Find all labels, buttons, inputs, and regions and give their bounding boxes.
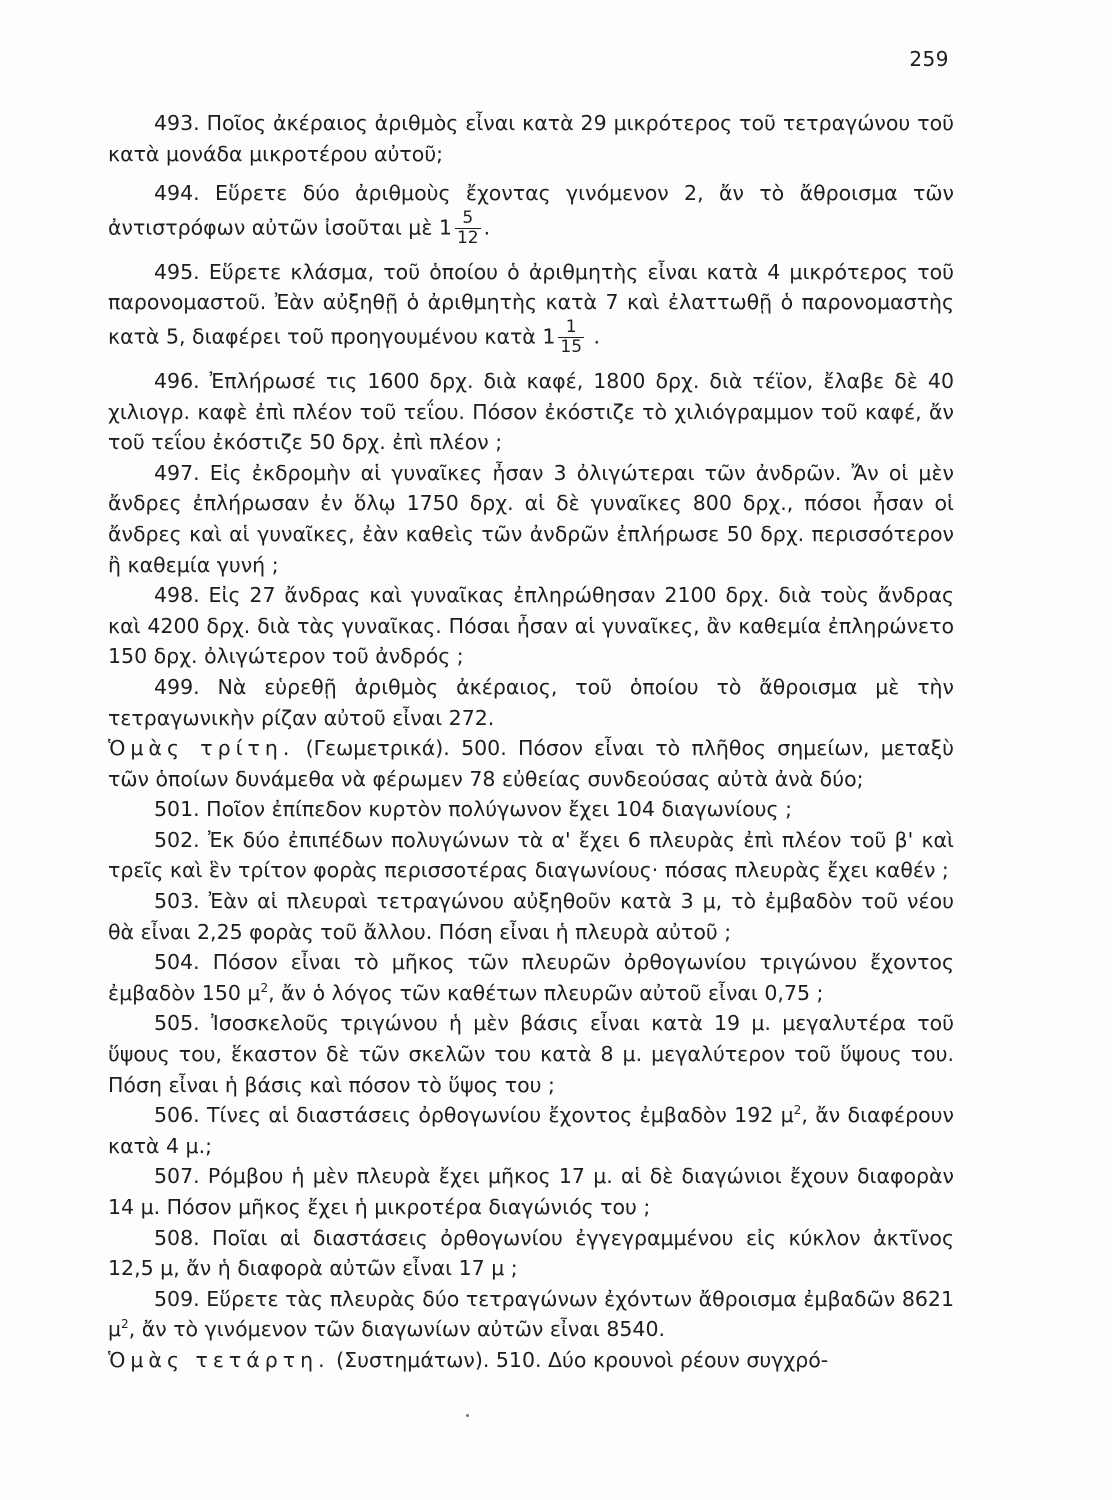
section-heading-group-3: Ὁμὰς τρίτη.	[108, 736, 295, 761]
scan-speck	[466, 1414, 469, 1417]
fraction-denominator: 15	[560, 336, 583, 357]
problem-506-tail: , ἄν διαφέρουν κατὰ 4 μ.;	[108, 1103, 954, 1158]
problem-text-block	[108, 108, 954, 1376]
superscript-squared: 2	[793, 1103, 802, 1118]
superscript-squared: 2	[260, 981, 269, 996]
problem-504-tail: , ἄν ὁ λόγος τῶν καθέτων πλευρῶν αὐτοῦ εἶναι 0,75 ;	[268, 980, 824, 1005]
problem-501-text: 501. Ποῖον ἐπίπεδον κυρτὸν πολύγωνον ἔχει 104 διαγωνίους ;	[154, 797, 792, 822]
problem-499	[108, 672, 954, 733]
fraction-numerator: 5	[462, 207, 474, 228]
problem-503	[108, 886, 954, 947]
problem-507	[108, 1161, 954, 1222]
problem-495	[108, 257, 954, 357]
problem-510-text: (Συστημάτων). 510. Δύο κρουνοὶ ρέουν συγχρό-	[336, 1347, 829, 1372]
problem-493	[108, 108, 954, 169]
problem-504	[108, 947, 954, 1008]
problem-500-text: (Γεωμετρικά). 500. Πόσον εἶναι τὸ πλῆθος σημείων, μεταξὺ τῶν ὁποίων δυνάμεθα νὰ φέρωμεν 78 εὐθείας συνδεούσας αὐτὰ ἀνὰ δύο;	[108, 736, 954, 791]
problem-497-text: 497. Εἰς ἐκδρομὴν αἱ γυναῖκες ἦσαν 3 ὀλιγώτεραι τῶν ἀνδρῶν. Ἄν οἱ μὲν ἄνδρες ἐπλήρωσαν ἐν ὅλῳ 1750 δρχ. αἱ δὲ γυναῖκες 800 δρχ., πόσοι ἦσαν οἱ ἄνδρες καὶ αἱ γυναῖκες, ἐὰν καθεὶς τῶν ἀνδρῶν ἐπλήρωσε 50 δρχ. περισσότερον ἢ καθεμία γυνή ;	[108, 460, 954, 577]
problem-502	[108, 825, 954, 886]
problem-500	[108, 733, 954, 794]
problem-493-text: 493. Ποῖος ἀκέραιος ἀριθμὸς εἶναι κατὰ 29 μικρότερος τοῦ τετραγώνου τοῦ κατὰ μονάδα μικροτέρου αὐτοῦ;	[108, 111, 954, 166]
problem-498-text: 498. Εἰς 27 ἄνδρας καὶ γυναῖκας ἐπληρώθησαν 2100 δρχ. διὰ τοὺς ἄνδρας καὶ 4200 δρχ. διὰ τὰς γυναῖκας. Πόσαι ἦσαν αἱ γυναῖκες, ἂν καθεμία ἐπληρώνετο 150 δρχ. ὀλιγώτερον τοῦ ἀνδρός ;	[108, 583, 954, 669]
problem-510	[108, 1345, 954, 1376]
problem-494-end: .	[483, 215, 491, 240]
problem-494	[108, 178, 954, 248]
problem-509	[108, 1284, 954, 1345]
fraction-denominator: 12	[456, 227, 479, 248]
problem-509-text: 509. Εὕρετε τὰς πλευρὰς δύο τετραγώνων ἐχόντων ἄθροισμα ἐμβαδῶν 8621 μ	[108, 1286, 954, 1342]
problem-501	[108, 794, 954, 825]
problem-509-tail: , ἄν τὸ γινόμενον τῶν διαγωνίων αὐτῶν εἶναι 8540.	[128, 1317, 666, 1342]
problem-495-end: .	[587, 324, 601, 349]
problem-506-text: 506. Τίνες αἱ διαστάσεις ὀρθογωνίου ἔχοντος ἐμβαδὸν 192 μ	[154, 1103, 794, 1128]
page-number: 259	[909, 47, 949, 71]
problem-494-text: 494. Εὕρετε δύο ἀριθμοὺς ἔχοντας γινόμενον 2, ἄν τὸ ἄθροισμα τῶν ἀντιστρόφων αὐτῶν ἰσοῦται μὲ 1	[108, 181, 954, 240]
problem-508	[108, 1223, 954, 1284]
fraction-5-12	[455, 209, 481, 248]
fraction-numerator: 1	[565, 316, 577, 337]
problem-502-text: 502. Ἐκ δύο ἐπιπέδων πολυγώνων τὰ α' ἔχει 6 πλευρὰς ἐπὶ πλέον τοῦ β' καὶ τρεῖς καὶ ἓν τρίτον φορὰς περισσοτέρας διαγωνίους· πόσας πλευρὰς ἔχει καθέν ;	[108, 827, 954, 883]
problem-508-text: 508. Ποῖαι αἱ διαστάσεις ὀρθογωνίου ἐγγεγραμμένου εἰς κύκλον ἀκτῖνος 12,5 μ, ἄν ἡ διαφορὰ αὐτῶν εἶναι 17 μ ;	[108, 1225, 954, 1281]
problem-506	[108, 1100, 954, 1161]
problem-497	[108, 458, 954, 580]
problem-507-text: 507. Ρόμβου ἡ μὲν πλευρὰ ἔχει μῆκος 17 μ. αἱ δὲ διαγώνιοι ἔχουν διαφορὰν 14 μ. Πόσον μῆκος ἔχει ἡ μικροτέρα διαγώνιός του ;	[108, 1164, 954, 1219]
problem-496	[108, 366, 954, 458]
superscript-squared: 2	[121, 1317, 129, 1332]
fraction-1-15	[558, 318, 584, 357]
section-heading-group-4: Ὁμὰς τετάρτη.	[108, 1347, 330, 1372]
problem-505-text: 505. Ἰσοσκελοῦς τριγώνου ἡ μὲν βάσις εἶναι κατὰ 19 μ. μεγαλυτέρα τοῦ ὕψους του, ἕκαστον δὲ τῶν σκελῶν του κατὰ 8 μ. μεγαλύτερον τοῦ ὕψους του. Πόση εἶναι ἡ βάσις καὶ πόσον τὸ ὕψος του ;	[108, 1011, 954, 1097]
problem-504-text: 504. Πόσον εἶναι τὸ μῆκος τῶν πλευρῶν ὀρθογωνίου τριγώνου ἔχοντος ἐμβαδὸν 150 μ	[108, 950, 954, 1005]
problem-499-text: 499. Νὰ εὑρεθῇ ἀριθμὸς ἀκέραιος, τοῦ ὁποίου τὸ ἄθροισμα μὲ τὴν τετραγωνικὴν ρίζαν αὐτοῦ εἶναι 272.	[108, 674, 954, 730]
problem-505	[108, 1008, 954, 1100]
problem-503-text: 503. Ἐὰν αἱ πλευραὶ τετραγώνου αὐξηθοῦν κατὰ 3 μ, τὸ ἐμβαδὸν τοῦ νέου θὰ εἶναι 2,25 φορὰς τοῦ ἄλλου. Πόση εἶναι ἡ πλευρὰ αὐτοῦ ;	[108, 889, 954, 944]
problem-496-text: 496. Ἐπλήρωσέ τις 1600 δρχ. διὰ καφέ, 1800 δρχ. διὰ τέϊον, ἔλαβε δὲ 40 χιλιογρ. καφὲ ἐπὶ πλέον τοῦ τεΐου. Πόσον ἐκόστιζε τὸ χιλιόγραμμον τοῦ καφέ, ἄν τοῦ τεΐου ἐκόστιζε 50 δρχ. ἐπὶ πλέον ;	[108, 368, 954, 455]
problem-498	[108, 580, 954, 672]
problem-495-text: 495. Εὕρετε κλάσμα, τοῦ ὁποίου ὁ ἀριθμητὴς εἶναι κατὰ 4 μικρότερος τοῦ παρονομαστοῦ. Ἐὰν αὐξηθῇ ὁ ἀριθμητὴς κατὰ 7 καὶ ἐλαττωθῇ ὁ παρονομαστὴς κατὰ 5, διαφέρει τοῦ προηγουμένου κατὰ 1	[108, 259, 954, 349]
